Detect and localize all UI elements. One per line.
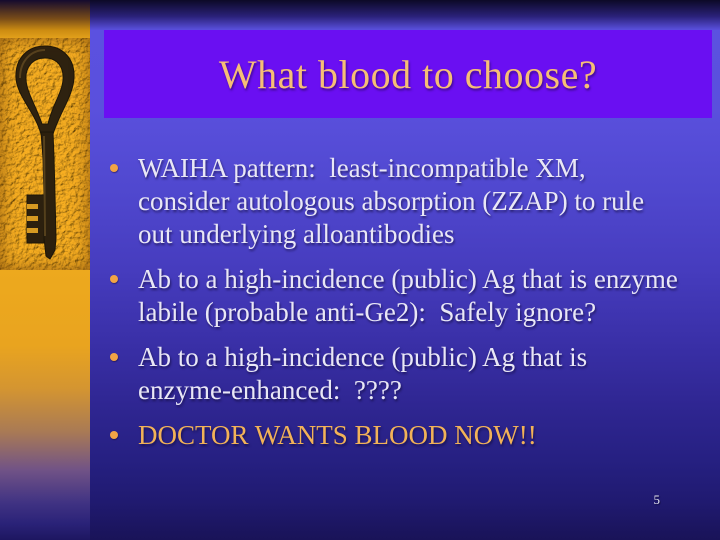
bullet-text: Ab to a high-incidence (public) Ag that is enzyme labile (probable anti-Ge2): Safely ignore?	[138, 264, 685, 327]
bullet-dot-icon	[110, 275, 118, 283]
key-photo	[0, 38, 90, 270]
bullet-dot-icon	[110, 164, 118, 172]
bullet-text: WAIHA pattern: least-incompatible XM, consider autologous absorption (ZZAP) to rule out underlying alloantibodies	[138, 153, 651, 249]
slide-title: What blood to choose?	[218, 51, 598, 97]
title-bar	[104, 30, 712, 118]
page-number: 5	[653, 492, 660, 507]
bullet-dot-icon	[110, 431, 118, 439]
bullet-text: DOCTOR WANTS BLOOD NOW!!	[138, 420, 537, 450]
bullet-item	[110, 152, 682, 251]
bullet-list	[110, 152, 685, 464]
bullet-text: Ab to a high-incidence (public) Ag that is enzyme-enhanced: ????	[138, 342, 594, 405]
bullet-item-highlight	[110, 419, 682, 452]
key-ward-notches	[27, 204, 38, 233]
antique-key-image	[0, 38, 90, 270]
bullet-item	[110, 263, 685, 329]
bullet-item	[110, 341, 682, 407]
sidebar-strip	[0, 0, 90, 540]
bullet-dot-icon	[110, 353, 118, 361]
